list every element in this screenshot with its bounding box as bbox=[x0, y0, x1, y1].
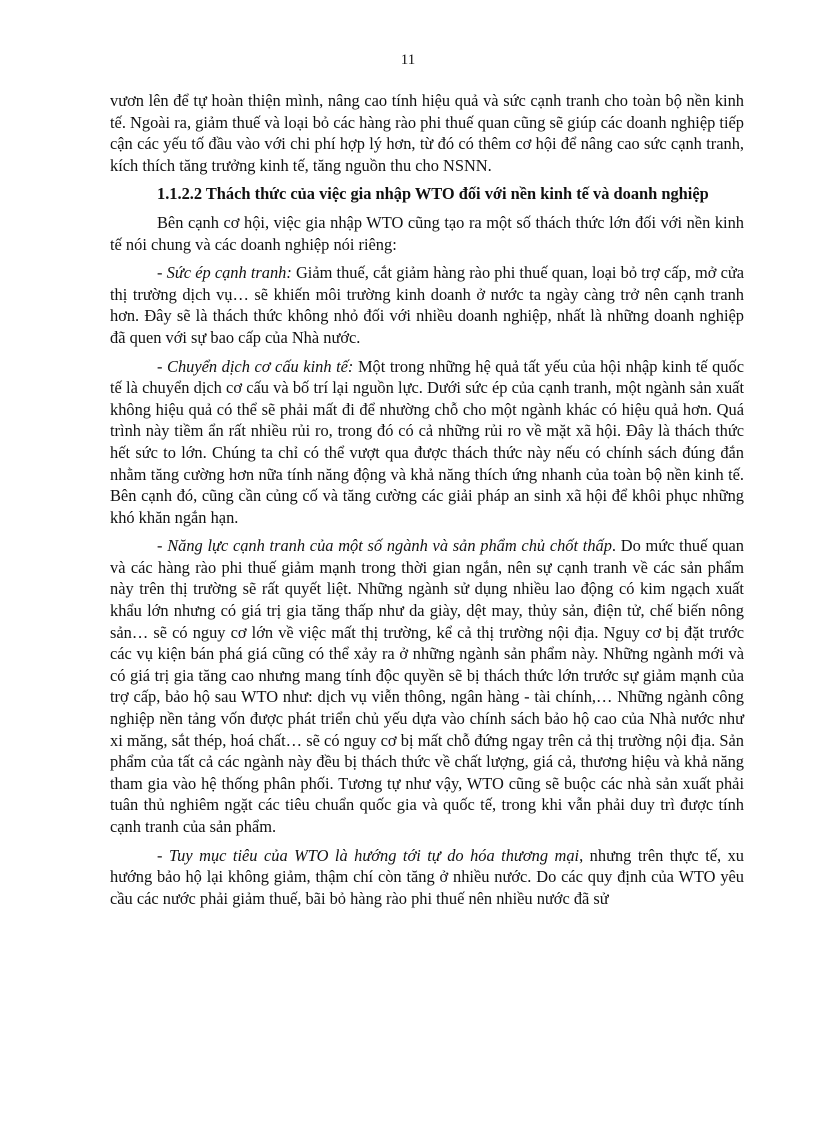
paragraph-protectionism bbox=[110, 845, 744, 910]
italic-term: Tuy mục tiêu của WTO là hướng tới tự do hóa thương mại bbox=[168, 845, 580, 865]
page-number: 11 bbox=[400, 52, 416, 68]
paragraph-intro: Bên cạnh cơ hội, việc gia nhập WTO cũng tạo ra một số thách thức lớn đối với nền kinh tế nói chung và các doanh nghiệp nói riêng: bbox=[110, 212, 744, 254]
paragraph-continuation: vươn lên để tự hoàn thiện mình, nâng cao tính hiệu quả và sức cạnh tranh cho toàn bộ nền kinh tế. Ngoài ra, giảm thuế và loại bỏ các hàng rào phi thuế quan cũng sẽ giúp các doanh nghiệp tiếp cận các yếu tố đầu vào với chi phí hợp lý hơn, từ đó có thêm cơ hội để nâng cao sức cạnh tranh, kích thích tăng trưởng kinh tế, tăng nguồn thu cho NSNN. bbox=[110, 91, 744, 175]
italic-term: Chuyển dịch cơ cấu kinh tế: bbox=[167, 356, 354, 376]
bullet-dash: - bbox=[157, 845, 169, 865]
paragraph-text: . Do mức thuế quan và các hàng rào phi thuế giảm mạnh trong thời gian ngắn, nên sự cạnh tranh về các sản phẩm này trên thị trường sẽ rất quyết liệt. Những ngành sử dụng nhiều lao động có kim ngạch xuất khẩu lớn nhưng có giá trị gia tăng thấp như da giày, dệt may, thủy sản, điện tử, chế biến nông sản… sẽ có nguy cơ lớn về việc mất thị trường, kể cả thị trường nội địa. Nguy cơ bị đặt trước các vụ kiện bán phá giá cũng có thể xảy ra ở những ngành sản phẩm này. Những ngành mới và có giá trị gia tăng cao nhưng mang tính độc quyền sẽ bị thách thức lớn trước sự giảm mạnh của trợ cấp, bảo hộ sau WTO như: dịch vụ viễn thông, ngân hàng - tài chính,… Những ngành công nghiệp nền tảng vốn được phát triển chủ yếu dựa vào chính sách bảo hộ cao của Nhà nước như xi măng, sắt thép, hoá chất… sẽ có nguy cơ bị mất chỗ đứng ngay trên cả thị trường nội địa. Sản phẩm của tất cả các ngành này đều bị thách thức về chất lượng, giá cả, thương hiệu và khả năng tham gia vào hệ thống phân phối. Tương tự như vậy, WTO cũng sẽ buộc các nhà sản xuất phải tuân thủ nghiêm ngặt các tiêu chuẩn quốc gia và quốc tế, trong khi vẫn phải duy trì được tính cạnh tranh của sản phẩm. bbox=[110, 536, 744, 836]
document-body bbox=[110, 90, 744, 916]
bullet-dash: - bbox=[157, 536, 168, 556]
paragraph-text: , nhưng trên thực tế, xu hướng bảo hộ lại không giảm, thậm chí còn tăng ở nhiều nước. Do các quy định của WTO yêu cầu các nước phải giảm thuế, bãi bỏ hàng rào phi thuế nên nhiều nước đã sử bbox=[110, 845, 744, 908]
italic-term: Năng lực cạnh tranh của một số ngành và sản phẩm chủ chốt thấp bbox=[167, 536, 612, 556]
bullet-dash: - bbox=[157, 263, 167, 283]
bullet-dash: - bbox=[157, 356, 168, 376]
paragraph-text: Giảm thuế, cắt giảm hàng rào phi thuế quan, loại bỏ trợ cấp, mở cửa thị trường dịch vụ… sẽ khiến môi trường kinh doanh ở nước ta ngày càng trở nên cạnh tranh hơn. Đây sẽ là thách thức không nhỏ đối với nhiều doanh nghiệp, nhất là những doanh nghiệp đã quen với sự bao cấp của Nhà nước. bbox=[110, 263, 745, 347]
section-heading: 1.1.2.2 Thách thức của việc gia nhập WTO đối với nền kinh tế và doanh nghiệp bbox=[157, 184, 709, 204]
paragraph-text: Một trong những hệ quả tất yếu của hội nhập kinh tế quốc tế là chuyển dịch cơ cấu và bố trí lại nguồn lực. Dưới sức ép của cạnh tranh, một ngành sản xuất không hiệu quả có thể sẽ phải mất đi để nhường chỗ cho một ngành khác có hiệu quả hơn. Quá trình này tiềm ẩn rất nhiều rủi ro, trong đó có cả những rủi ro về mặt xã hội. Đây là thách thức hết sức to lớn. Chúng ta chỉ có thể vượt qua được thách thức này nếu có chính sách đúng đắn nhằm tăng cường hơn nữa tính năng động và khả năng thích ứng nhanh của toàn bộ nền kinh tế. Bên cạnh đó, cũng cần củng cố và tăng cường các giải pháp an sinh xã hội để khôi phục những khó khăn ngắn hạn. bbox=[110, 356, 744, 527]
paragraph-low-competitiveness bbox=[110, 535, 744, 837]
paragraph-structural-shift bbox=[110, 356, 744, 529]
italic-term: Sức ép cạnh tranh: bbox=[166, 263, 292, 283]
paragraph-competition-pressure bbox=[110, 262, 744, 348]
